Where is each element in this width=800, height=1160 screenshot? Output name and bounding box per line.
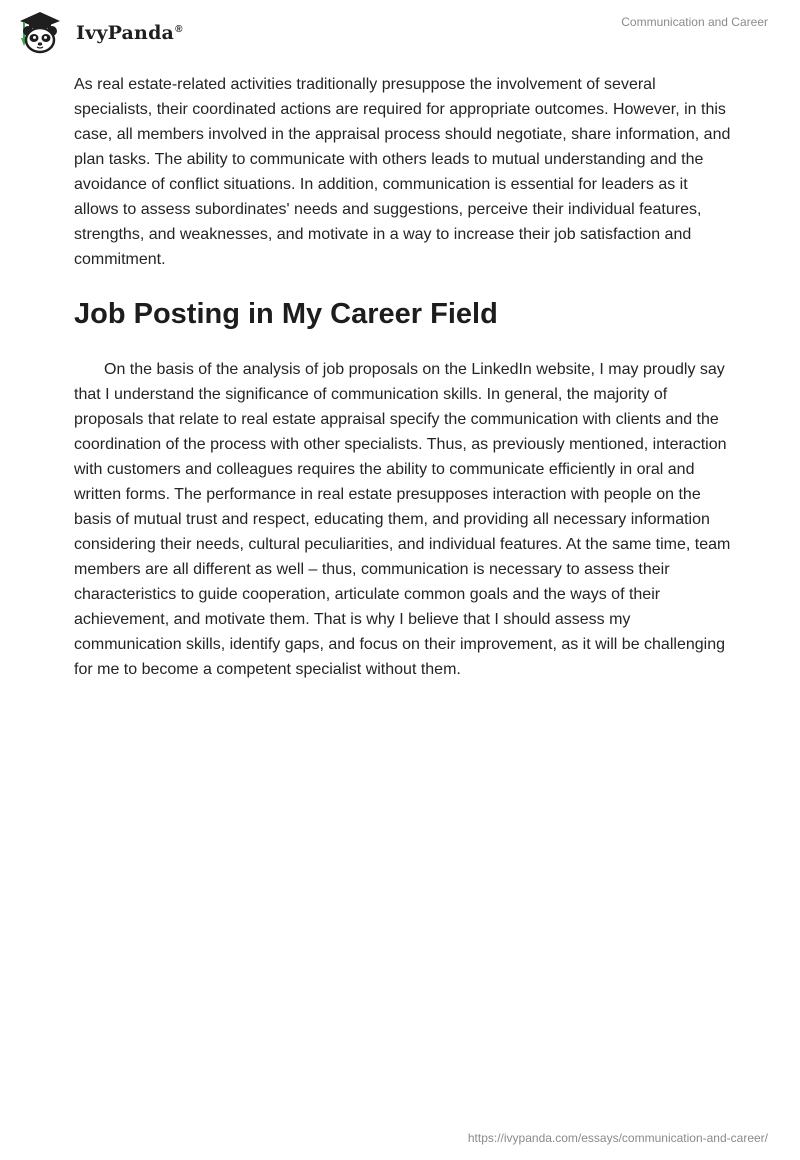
page-header [0,0,800,60]
paragraph-job-posting: On the basis of the analysis of job proposals on the LinkedIn website, I may proudly say that I understand the significance of communication skills. In general, the majority of proposals that relate to real estate appraisal specify the communication with clients and the coordination of the process with other specialists. Thus, as previously mentioned, interaction with customers and colleagues requires the ability to communicate efficiently in oral and written forms. The performance in real estate presupposes interaction with people on the basis of mutual trust and respect, educating them, and providing all necessary information considering their needs, cultural peculiarities, and individual features. At the same time, team members are all different as well – thus, communication is necessary to assess their characteristics to guide cooperation, articulate common goals and the ways of their achievement, and motivate them. That is why I believe that I should assess my communication skills, identify gaps, and focus on their improvement, as it will be challenging for me to become a competent specialist without them. [74,361,731,678]
paragraph-intro: As real estate-related activities traditionally presuppose the involvement of several specialists, their coordinated actions are required for appropriate outcomes. However, in this case, all members involved in the appraisal process should negotiate, share information, and plan tasks. The ability to communicate with others leads to mutual understanding and the avoidance of conflict situations. In addition, communication is essential for leaders as it allows to assess subordinates' needs and suggestions, perceive their individual features, strengths, and weaknesses, and motivate in a way to increase their job satisfaction and commitment. [74,76,731,268]
ivypanda-logo[interactable] [14,8,183,56]
panda-graduate-icon [14,8,66,56]
logo-wordmark [76,22,183,44]
logo-name: IvyPanda [76,22,175,44]
logo-registered-mark: ® [175,23,183,35]
footer-source-url[interactable]: https://ivypanda.com/essays/communication-and-career/ [467,1131,768,1145]
essay-content [74,72,734,682]
section-heading: Job Posting in My Career Field [74,298,498,330]
document-title: Communication and Career [621,15,768,29]
